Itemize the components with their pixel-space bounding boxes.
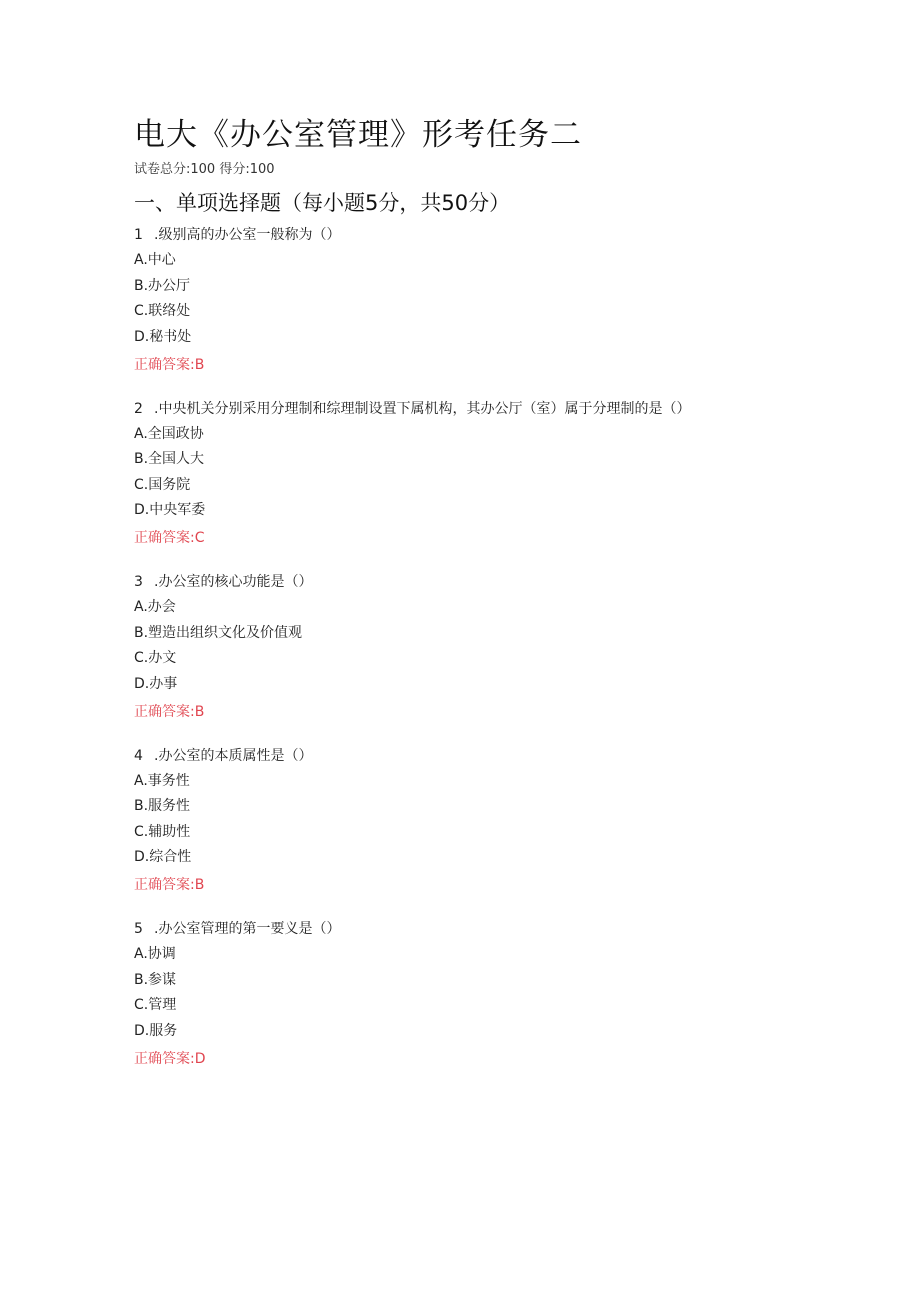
score-line: 试卷总分:100 得分:100 [134, 162, 275, 177]
option-c: C.办文 [134, 650, 177, 666]
option-b: B.塑造出组织文化及价值观 [134, 624, 303, 641]
question-number: 3 [134, 574, 143, 590]
option-d: D.服务 [134, 1022, 178, 1039]
option-a: A.协调 [134, 946, 176, 962]
question-number: 5 [134, 921, 143, 937]
option-d: D.综合性 [134, 849, 192, 865]
correct-answer: 正确答案:B [134, 877, 205, 893]
document-page [134, 112, 754, 1092]
option-c: C.辅助性 [134, 823, 191, 840]
option-d: D.办事 [134, 675, 178, 692]
option-a: A.事务性 [134, 772, 190, 789]
option-b: B.办公厅 [134, 277, 191, 294]
option-b: B.全国人大 [134, 451, 205, 467]
question-stem [134, 745, 754, 767]
option-a: A.办会 [134, 599, 176, 615]
question-number: 2 [134, 400, 143, 417]
option-b: B.参谋 [134, 971, 177, 988]
question-4 [134, 745, 754, 897]
option-d: D.中央军委 [134, 502, 206, 518]
question-2 [134, 398, 754, 550]
question-number: 1 [134, 227, 143, 243]
option-c: C.联络处 [134, 303, 191, 319]
option-c: C.管理 [134, 997, 177, 1013]
question-stem [134, 571, 754, 593]
correct-answer: 正确答案:B [134, 356, 205, 373]
question-stem [134, 398, 754, 420]
question-text: .办公室的本质属性是（） [154, 747, 313, 764]
question-stem [134, 224, 754, 246]
option-c: C.国务院 [134, 476, 191, 493]
question-text: .办公室的核心功能是（） [154, 574, 313, 590]
question-1 [134, 224, 754, 376]
question-number: 4 [134, 747, 143, 764]
correct-answer: 正确答案:B [134, 703, 205, 720]
question-stem [134, 918, 754, 940]
correct-answer: 正确答案:C [134, 530, 205, 546]
option-a: A.中心 [134, 252, 176, 268]
correct-answer: 正确答案:D [134, 1050, 206, 1067]
question-text: .中央机关分别采用分理制和综理制设置下属机构，其办公厅（室）属于分理制的是（） [154, 400, 691, 417]
option-a: A.全国政协 [134, 425, 204, 442]
section-title: 一、单项选择题（每小题5分，共50分） [134, 191, 511, 215]
option-b: B.服务性 [134, 798, 191, 814]
option-d: D.秘书处 [134, 328, 192, 345]
document-title: 电大《办公室管理》形考任务二 [134, 117, 582, 153]
question-3 [134, 571, 754, 723]
question-text: .办公室管理的第一要义是（） [154, 921, 341, 937]
question-text: .级别高的办公室一般称为（） [154, 227, 341, 243]
question-5 [134, 918, 754, 1070]
